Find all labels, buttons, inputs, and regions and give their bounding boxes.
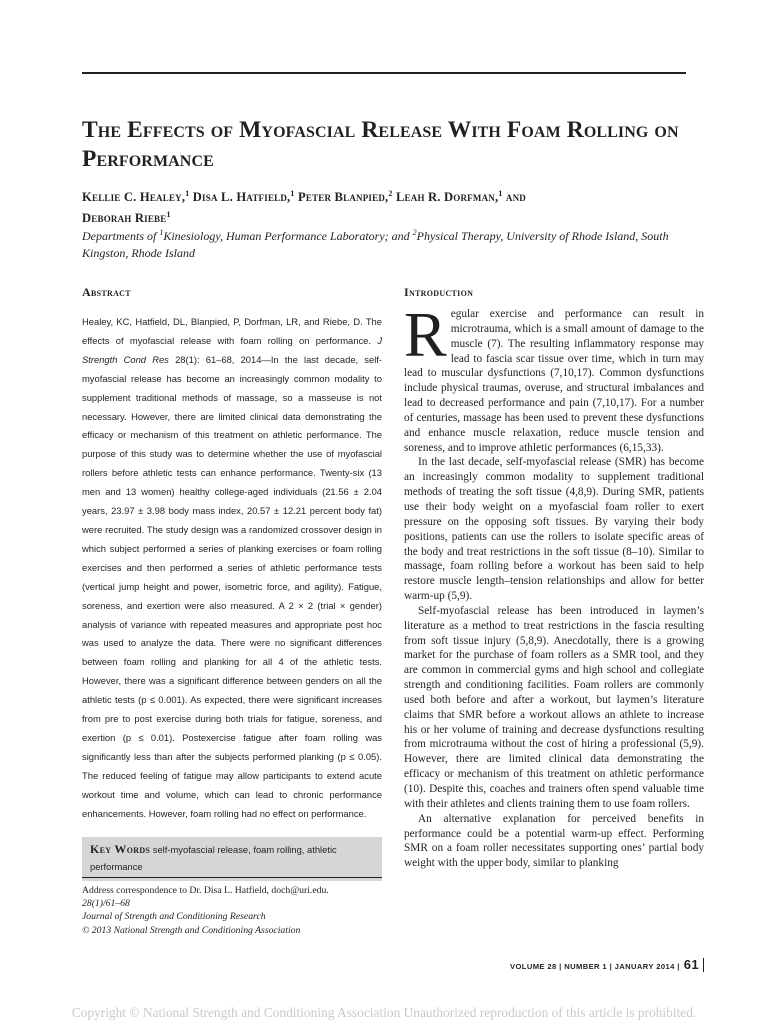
- affil-mark: 1: [159, 228, 164, 237]
- paragraph: An alternative explanation for perceived benefits in performance could be a potential warm-up effect. Performing SMR on a foam roller necessitates supporting ones’ partial body weight with the upper body, similar to planking: [404, 812, 704, 870]
- abstract-journal: J Strength Cond Res: [82, 334, 383, 365]
- keywords-label: Key Words: [90, 842, 151, 857]
- affiliation-part1: Kinesiology, Human Performance Laboratory; and: [163, 229, 413, 243]
- author-name: Leah R. Dorfman,: [395, 190, 499, 205]
- introduction-body: [404, 299, 704, 871]
- paragraph-text: egular exercise and performance can result in microtrauma, which is a small amount of damage to the muscle (7). The resulting inflammatory response may lead to fascia scar tissue over time, which in turn may lead to muscular dysfunctions (7,10,17). Common dysfunctions include physical traumas, overuse, and structural imbalances and lead to decreased performance and pain (7,10,17). For a number of centuries, massage has been used to prevent these dysfunctions and enhance muscle relaxation, reduce muscle tension and soreness, and to improve athletic performances (6,15,33).: [404, 308, 704, 454]
- introduction-heading: Introduction: [404, 285, 474, 299]
- keywords-text: self-myofascial release, foam rolling, athletic performance: [90, 844, 337, 873]
- affiliation-part2: Physical Therapy, University of Rhode Island, South Kingston, Rhode Island: [82, 229, 669, 260]
- abstract-body: [82, 313, 382, 823]
- affil-mark: 2: [412, 228, 417, 237]
- abstract-citation: Healey, KC, Hatfield, DL, Blanpied, P, Dorfman, LR, and Riebe, D. The effects of myofascial release with foam rolling on performance.: [82, 316, 382, 346]
- copyright-watermark: Copyright © National Strength and Conditioning Association Unauthorized reproduction of this article is prohibited.: [71, 1005, 697, 1020]
- author-and: and: [505, 190, 526, 205]
- left-column: [82, 284, 382, 881]
- author-name: Disa L. Hatfield,: [192, 190, 291, 205]
- article-title: The Effects of Myofascial Release With Foam Rolling on Performance: [82, 117, 679, 172]
- top-rule: [82, 72, 686, 74]
- author-affil-mark: 1: [185, 189, 190, 198]
- footer-bar: [703, 958, 704, 972]
- drop-cap: R: [404, 299, 447, 370]
- abstract-heading: Abstract: [82, 285, 131, 299]
- author-affil-mark: 2: [388, 189, 393, 198]
- author-name: Deborah Riebe: [82, 211, 167, 226]
- correspondence-volume: 28(1)/61–68: [82, 898, 130, 910]
- author-list: [82, 185, 686, 227]
- paragraph: Self-myofascial release has been introduced in laymen’s literature as a method to treat restrictions in the fascia resulting from soft tissue injury (5,8,9). Anecdotally, there is a growing market for the purchase of foam rollers as a SMR tool, and they are common in commercial gyms and high school and collegiate strength and conditioning facilities. Foam rollers are commonly used both before and after a workout, but laymen’s literature claims that SMR before a workout allows an athlete to increase his or her volume of training and decrease dysfunctions resulting from microtrauma without the cost of hiring a professional (5,9). However, there are limited clinical data demonstrating the efficacy or mechanism of this treatment on athletic performance (10). Despite this, coaches and trainers often spend valuable time with their athletes and clients training them to use foam rollers.: [404, 604, 704, 810]
- author-name: Kellie C. Healey,: [82, 190, 186, 205]
- correspondence-address: Address correspondence to Dr. Disa L. Hatfield, doch@uri.edu.: [82, 885, 329, 896]
- abstract-text: In the last decade, self-myofascial release has become an increasingly common modality to supplement traditional methods of massage, so a masseuse is not necessary. However, there are limited clinical data demonstrating the efficacy or mechanism of this treatment on athletic performance. The purpose of this study was to determine whether the use of myofascial rollers before athletic tests can enhance performance. Twenty-six (13 men and 13 women) healthy college-aged individuals (21.56 ± 2.04 years, 23.97 ± 3.98 body mass index, 20.57 ± 12.21 percent body fat) were recruited. The study design was a randomized crossover design in which subject performed a series of planking exercises or foam rolling exercises and then performed a series of athletic performance tests (vertical jump height and power, isometric force, and agility). Fatigue, soreness, and exertion were also measured. A 2 × 2 (trial × gender) analysis of variance with repeated measures and appropriate post hoc was used to analyze the data. There were no significant differences between foam rolling and planking for all 4 of the athletic tests. However, there was a significant difference between genders on all the athletic tests (p ≤ 0.001). As expected, there were significant increases from pre to post exercise during both trials for fatigue, soreness, and exertion (p ≤ 0.01). Postexercise fatigue after foam rolling was significantly less than after the subjects performed planking (p ≤ 0.05). The reduced feeling of fatigue may allow participants to extend acute workout time and volume, which can lead to chronic performance enhancements. However, foam rolling had no effect on performance.: [82, 353, 383, 819]
- paragraph: [404, 299, 704, 455]
- author-affil-mark: 1: [498, 189, 503, 198]
- abstract-citation-tail: 28(1): 61–68, 2014—: [175, 353, 271, 365]
- affiliation-prefix: Departments of: [82, 229, 160, 243]
- right-column: [404, 284, 704, 871]
- author-affil-mark: 1: [290, 189, 295, 198]
- keywords-box: [82, 837, 382, 881]
- page-footer: [404, 957, 704, 972]
- footer-issue: VOLUME 28 | NUMBER 1 | JANUARY 2014 |: [510, 962, 680, 971]
- correspondence-copyright: © 2013 National Strength and Conditioning Association: [82, 924, 301, 936]
- affiliations: [82, 224, 686, 262]
- page-number: 61: [683, 957, 699, 972]
- author-name: Peter Blanpied,: [297, 190, 389, 205]
- correspondence-rule: [82, 877, 382, 878]
- author-affil-mark: 1: [166, 210, 171, 220]
- correspondence-block: [82, 884, 382, 937]
- correspondence-journal: Journal of Strength and Conditioning Research: [82, 911, 266, 923]
- paragraph: In the last decade, self-myofascial release (SMR) has become an increasingly common modality to supplement traditional methods of treating the soft tissue (4,8,9). During SMR, patients use their body weight on a myofascial foam roller to exert pressure on the opposing soft tissues. By varying their body positions, patients can use the rollers to isolate specific areas of the body and treat restrictions in the soft tissue (8–10). Similar to massage, foam rolling before a workout has been said to help restore muscle length–tension relationships and allow for better warm-up (5,9).: [404, 456, 704, 603]
